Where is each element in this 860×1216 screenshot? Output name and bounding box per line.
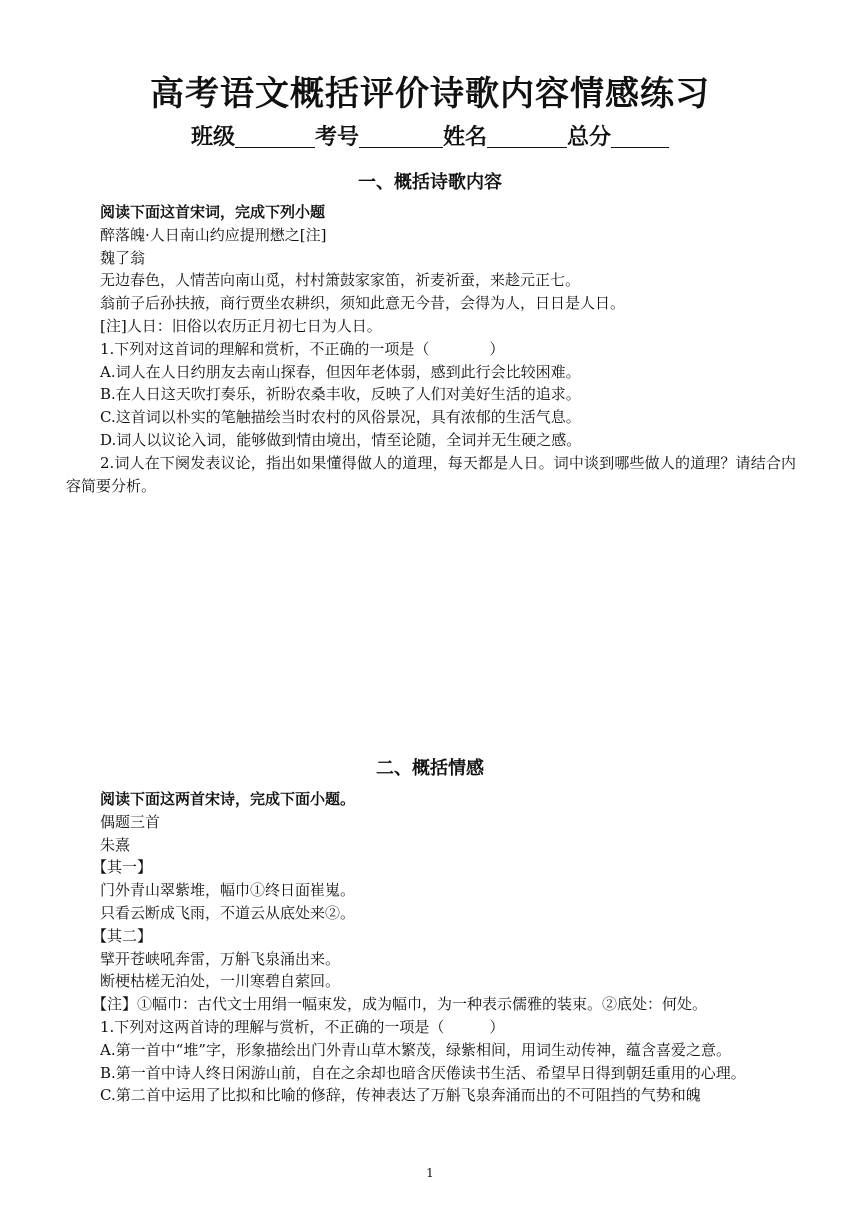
poem1-line: 无边春色，人情苦向南山觅，村村箫鼓家家笛，祈麦祈蚕，来趁元正七。	[100, 271, 581, 290]
score-label: 总分	[567, 125, 612, 150]
section1-heading: 一、概括诗歌内容	[358, 172, 502, 193]
question2-option-b: B.第一首中诗人终日闲游山前，自在之余却也暗含厌倦读书生活、希望早日得到朝廷重用的心理。	[100, 1063, 746, 1082]
poem2-part1-label: 【其一】	[92, 858, 153, 877]
question1-option-b: B.在人日这天吹打奏乐，祈盼农桑丰收，反映了人们对美好生活的追求。	[100, 385, 581, 404]
poem1-line: 翁前子后孙扶掖，商行贾坐农耕织，须知此意无今昔，会得为人，日日是人日。	[100, 294, 626, 313]
question1-option-c: C.这首词以朴实的笔触描绘当时农村的风俗景况，具有浓郁的生活气息。	[100, 408, 581, 427]
student-info-line	[0, 120, 860, 151]
exam-number-label: 考号	[314, 125, 359, 150]
question2-option-a: A.第一首中“堆”字，形象描绘出门外青山草木繁茂，绿紫相间，用词生动传神，蕴含喜爱之意。	[100, 1040, 731, 1059]
exam-number-blank	[359, 127, 443, 148]
page-number: 1	[426, 1166, 434, 1180]
poem1-author: 魏了翁	[100, 248, 146, 267]
question1-option-a: A.词人在人日约朋友去南山探春，但因年老体弱，感到此行会比较困难。	[100, 362, 581, 381]
section1-question1: 1.下列对这首词的理解和赏析，不正确的一项是（ ）	[100, 339, 505, 358]
poem2-part2-label: 【其二】	[92, 926, 153, 945]
class-label: 班级	[190, 125, 235, 150]
section1-body	[66, 201, 796, 497]
poem2-line: 门外青山翠紫堆，幅巾①终日面崔嵬。	[100, 881, 356, 900]
score-blank	[611, 127, 669, 148]
poem2-author: 朱熹	[100, 835, 131, 854]
section2-instruction: 阅读下面这两首宋诗，完成下面小题。	[100, 790, 356, 808]
page-title: 高考语文概括评价诗歌内容情感练习	[150, 74, 710, 114]
poem2-line: 只看云断成飞雨，不道云从底处来②。	[100, 903, 356, 922]
section1-instruction: 阅读下面这首宋词，完成下列小题	[100, 203, 326, 221]
class-blank	[235, 127, 315, 148]
question2-option-c: C.第二首中运用了比拟和比喻的修辞，传神表达了万斛飞泉奔涌而出的不可阻挡的气势和魄	[100, 1086, 701, 1105]
section2-body	[66, 788, 796, 1107]
name-label: 姓名	[443, 125, 488, 150]
poem1-title: 醉落魄·人日南山约应提刑懋之[注]	[100, 225, 327, 244]
question1-option-d: D.词人以议论入词，能够做到情由境出，情至论随，全词并无生硬之感。	[100, 430, 582, 449]
poem2-title: 偶题三首	[100, 812, 161, 831]
poem2-line: 断梗枯槎无泊处，一川寒碧自萦回。	[100, 972, 341, 991]
name-blank	[487, 127, 567, 148]
section1-question2: 2.词人在下阕发表议论，指出如果懂得做人的道理，每天都是人日。词中谈到哪些做人的道理？请结合内容简要分析。	[66, 453, 796, 495]
section2-question1: 1.下列对这两首诗的理解与赏析，不正确的一项是（ ）	[100, 1017, 505, 1036]
poem1-note: [注]人日：旧俗以农历正月初七日为人日。	[100, 316, 382, 335]
poem2-line: 擘开苍峡吼奔雷，万斛飞泉涌出来。	[100, 949, 341, 968]
poem2-note: 【注】①幅巾：古代文士用绢一幅束发，成为幅巾，为一种表示儒雅的装束。②底处：何处。	[92, 995, 708, 1014]
section2-heading: 二、概括情感	[376, 758, 484, 779]
